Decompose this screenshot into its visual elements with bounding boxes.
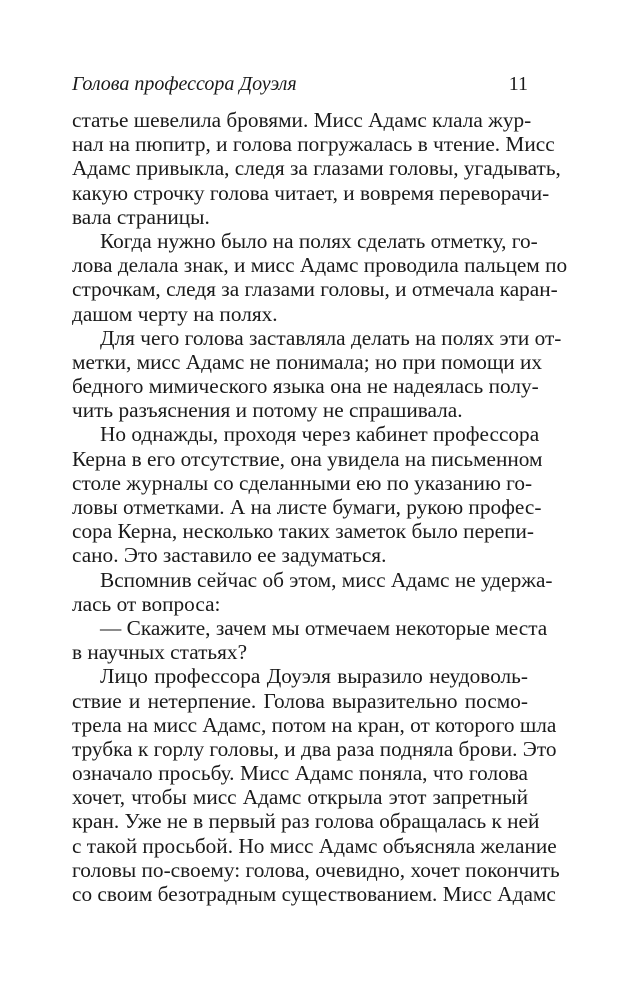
text-line: ловы отметками. А на листе бумаги, рукою профес- [72,495,542,519]
text-line: Когда нужно было на полях сделать отметку, го- [100,228,538,253]
text-line: сора Керна, несколько таких заметок было перепи- [72,519,535,544]
text-line: Лицо профессора Доуэля выразило неудоволь- [100,664,528,689]
text-line: означало просьбу. Мисс Адамс поняла, что голова [72,761,528,786]
page-number: 11 [508,73,528,95]
text-line: метки, мисс Адамс не понимала; но при помощи их [72,349,543,374]
text-line: статье шевелила бровями. Мисс Адамс клала жур- [72,108,532,132]
text-line: вала страницы. [72,204,210,229]
text-line: сано. Это заставило ее задуматься. [72,543,387,568]
text-line: Адамс привыкла, следя за глазами головы, угадывать, [72,156,561,181]
text-line: трубка к горлу головы, и два раза подняла брови. Это [72,736,557,761]
text-line: трела на мисс Адамс, потом на кран, от которого шла [72,712,557,737]
text-line: со своим безотрадным существованием. Мисс Адамс [72,882,556,906]
text-line: лова делала знак, и мисс Адамс проводила пальцем по [72,253,568,278]
text-line: бедного мимического языка она не надеялась полу- [72,374,539,399]
text-line: лась от вопроса: [72,591,221,616]
running-title: Голова профессора Доуэля [72,73,297,95]
text-line: столе журналы со сделанными ею по указанию го- [72,470,533,495]
text-line: хочет, чтобы мисс Адамс открыла этот запретный [72,785,528,810]
text-line: Вспомнив сейчас об этом, мисс Адамс не удержа- [100,567,553,592]
page-body [72,108,568,906]
text-line: Для чего голова заставляла делать на полях эти от- [100,325,562,350]
text-line: какую строчку голова читает, и вовремя переворачи- [72,180,550,205]
text-line: Но однажды, проходя через кабинет профессора [100,422,540,447]
text-line: головы по-своему: голова, очевидно, хочет покончить [72,857,560,882]
text-line: нал на пюпитр, и голова погружалась в чтение. Мисс [72,132,555,157]
running-head [72,71,528,97]
text-line: Керна в его отсутствие, она увидела на письменном [72,446,543,471]
text-line: ствие и нетерпение. Голова выразительно посмо- [72,688,528,713]
text-line: в научных статьях? [72,640,248,665]
text-line: — Скажите, зачем мы отмечаем некоторые места [100,615,548,640]
text-line: кран. Уже не в первый раз голова обращалась к ней [72,809,540,834]
text-line: с такой просьбой. Но мисс Адамс объясняла желание [72,833,557,858]
text-line: чить разъяснения и потому не спрашивала. [72,398,463,423]
text-line: строчкам, следя за глазами головы, и отмечала каран- [72,277,558,302]
text-line: дашом черту на полях. [72,301,278,326]
